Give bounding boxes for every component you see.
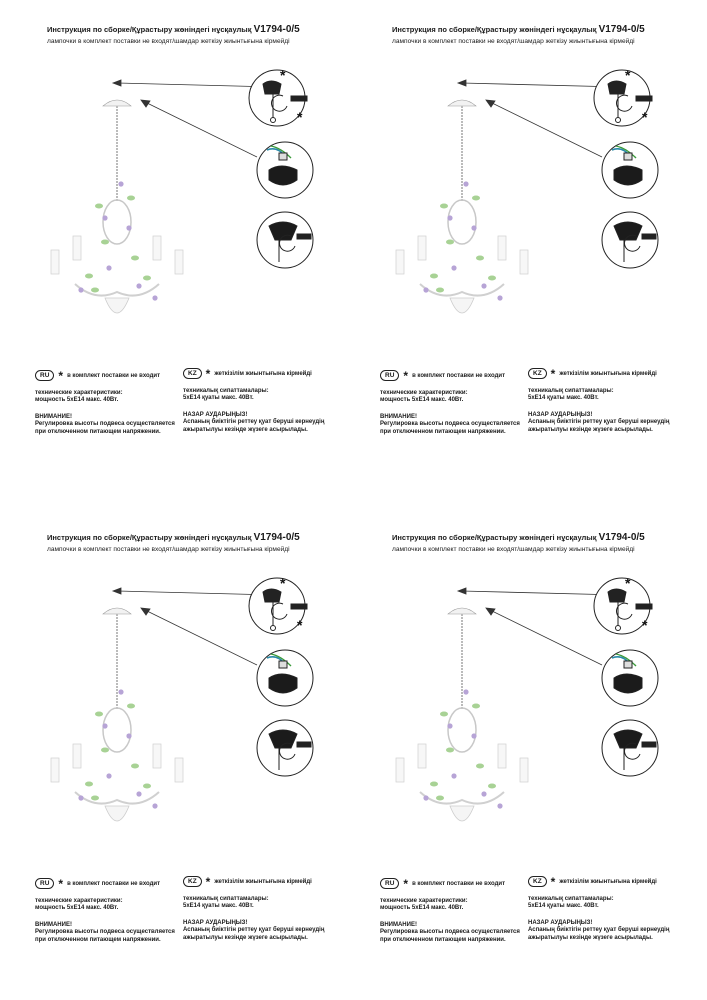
star-icon: * [58,876,64,891]
star-mark: * [642,109,648,125]
kz-warning-heading: НАЗАР АУДАРЫҢЫЗ! [528,920,593,926]
kz-specs-heading: техникалық сипаттамалары: [183,388,269,394]
kz-specs-value: 5xE14 қуаты макс. 40Вт. [528,903,599,910]
kz-warning-heading: НАЗАР АУДАРЫҢЫЗ! [183,920,248,926]
wiring-detail [257,142,313,198]
title-text: Инструкция по сборке/Құрастыру жөніндегі нұсқаулық [392,533,597,542]
kz-badge: KZ [183,876,202,887]
kz-warning-line: Аспаның биіктігін реттеу қуат беруші кернеудің [528,419,670,426]
assembly-illustration [35,530,365,870]
canopy-fix-detail [257,720,313,776]
ru-specs-heading: технические характеристики: [35,390,123,396]
kz-badge: KZ [183,368,202,379]
instruction-panel [380,530,707,1000]
ru-warning-heading: ВНИМАНИЕ! [380,922,417,928]
model-number: V1794-0/5 [253,532,300,543]
star-mark: * [297,109,303,125]
ru-warning-line: Регулировка высоты подвеса осуществляется [380,929,520,936]
wiring-detail [602,650,658,706]
ru-badge: RU [380,878,399,889]
canopy-fix-detail [602,212,658,268]
wiring-detail [602,142,658,198]
ru-specs [35,390,123,405]
kz-not-included-text: жеткізілім жиынтығына кірмейді [214,878,312,885]
kz-not-included [528,368,657,379]
star-mark: * [625,575,631,591]
bulbs-note: лампочки в комплект поставки не входят/шамдар жеткізу жиынтығына кірмейді [47,38,290,45]
ru-warning-heading: ВНИМАНИЕ! [380,414,417,420]
title-text: Инструкция по сборке/Құрастыру жөніндегі нұсқаулық [47,533,252,542]
bulbs-note: лампочки в комплект поставки не входят/шамдар жеткізу жиынтығына кірмейді [47,546,290,553]
ru-specs-value: мощность 5xE14 макс. 40Вт. [380,905,464,912]
ru-not-included-text: в комплект поставки не входит [412,372,506,379]
kz-specs-value: 5xE14 қуаты макс. 40Вт. [528,395,599,402]
ru-not-included [380,370,505,381]
ru-specs-value: мощность 5xE14 макс. 40Вт. [380,397,464,404]
instruction-panel [380,22,707,492]
kz-warning-line: ажыратылуы кезінде жүзеге асырылады. [183,426,308,433]
kz-not-included-text: жеткізілім жиынтығына кірмейді [559,878,657,885]
star-icon: * [205,874,211,889]
kz-warning-line: ажыратылуы кезінде жүзеге асырылады. [528,426,653,433]
ru-warning [380,922,520,944]
kz-specs-heading: техникалық сипаттамалары: [183,896,269,902]
bulbs-note: лампочки в комплект поставки не входят/шамдар жеткізу жиынтығына кірмейді [392,546,635,553]
model-number: V1794-0/5 [598,24,645,35]
assembly-illustration [380,22,707,362]
star-icon: * [403,876,409,891]
kz-warning-heading: НАЗАР АУДАРЫҢЫЗ! [528,412,593,418]
kz-specs-value: 5xE14 қуаты макс. 40Вт. [183,395,254,402]
ru-specs [380,898,468,913]
star-icon: * [550,874,556,889]
kz-warning-line: ажыратылуы кезінде жүзеге асырылады. [183,934,308,941]
kz-warning-line: Аспаның биіктігін реттеу қуат беруші кернеудің [183,419,325,426]
ru-warning [35,414,175,436]
kz-warning-line: ажыратылуы кезінде жүзеге асырылады. [528,934,653,941]
kz-warning-heading: НАЗАР АУДАРЫҢЫЗ! [183,412,248,418]
kz-specs-value: 5xE14 қуаты макс. 40Вт. [183,903,254,910]
ru-warning [380,414,520,436]
kz-specs [183,388,269,403]
kz-specs-heading: техникалық сипаттамалары: [528,388,614,394]
ru-not-included-text: в комплект поставки не входит [412,880,506,887]
model-number: V1794-0/5 [253,24,300,35]
ru-warning-line: Регулировка высоты подвеса осуществляется [380,421,520,428]
star-mark: * [297,617,303,633]
kz-badge: KZ [528,368,547,379]
ru-not-included [35,878,160,889]
ru-warning-heading: ВНИМАНИЕ! [35,922,72,928]
ru-warning-line: при отключенном питающем напряжении. [35,936,161,943]
instruction-panel [35,530,365,1000]
star-icon: * [550,366,556,381]
ru-specs-value: мощность 5xE14 макс. 40Вт. [35,905,119,912]
kz-warning [183,412,324,434]
chandelier-drawing [396,608,528,821]
kz-not-included [183,368,312,379]
kz-warning [183,920,324,942]
ru-specs-heading: технические характеристики: [380,390,468,396]
kz-not-included-text: жеткізілім жиынтығына кірмейді [214,370,312,377]
star-mark: * [625,67,631,83]
star-mark: * [280,575,286,591]
ru-badge: RU [380,370,399,381]
ru-not-included-text: в комплект поставки не входит [67,880,161,887]
ru-specs [35,898,123,913]
kz-specs-heading: техникалық сипаттамалары: [528,896,614,902]
star-mark: * [280,67,286,83]
ru-badge: RU [35,878,54,889]
assembly-illustration [380,530,707,870]
canopy-fix-detail [602,720,658,776]
chandelier-drawing [51,608,183,821]
ru-not-included-text: в комплект поставки не входит [67,372,161,379]
ru-not-included [380,878,505,889]
star-icon: * [403,368,409,383]
kz-warning-line: Аспаның биіктігін реттеу қуат беруші кернеудің [183,927,325,934]
kz-not-included [183,876,312,887]
ru-specs-heading: технические характеристики: [35,898,123,904]
ru-warning [35,922,175,944]
kz-not-included-text: жеткізілім жиынтығына кірмейді [559,370,657,377]
ru-badge: RU [35,370,54,381]
ru-specs-heading: технические характеристики: [380,898,468,904]
ru-warning-line: при отключенном питающем напряжении. [380,428,506,435]
ru-warning-line: Регулировка высоты подвеса осуществляется [35,421,175,428]
star-mark: * [642,617,648,633]
ru-warning-line: при отключенном питающем напряжении. [35,428,161,435]
chandelier-drawing [396,100,528,313]
chandelier-drawing [51,100,183,313]
instruction-panel [35,22,365,492]
kz-specs [528,388,614,403]
model-number: V1794-0/5 [598,532,645,543]
star-icon: * [205,366,211,381]
ru-not-included [35,370,160,381]
title-text: Инструкция по сборке/Құрастыру жөніндегі нұсқаулық [392,25,597,34]
ru-warning-heading: ВНИМАНИЕ! [35,414,72,420]
assembly-illustration [35,22,365,362]
star-icon: * [58,368,64,383]
bulbs-note: лампочки в комплект поставки не входят/шамдар жеткізу жиынтығына кірмейді [392,38,635,45]
title-text: Инструкция по сборке/Құрастыру жөніндегі нұсқаулық [47,25,252,34]
ru-specs [380,390,468,405]
kz-badge: KZ [528,876,547,887]
wiring-detail [257,650,313,706]
kz-not-included [528,876,657,887]
kz-warning [528,920,669,942]
canopy-fix-detail [257,212,313,268]
kz-specs [528,896,614,911]
ru-specs-value: мощность 5xE14 макс. 40Вт. [35,397,119,404]
kz-warning-line: Аспаның биіктігін реттеу қуат беруші кернеудің [528,927,670,934]
ru-warning-line: при отключенном питающем напряжении. [380,936,506,943]
kz-specs [183,896,269,911]
ru-warning-line: Регулировка высоты подвеса осуществляется [35,929,175,936]
kz-warning [528,412,669,434]
